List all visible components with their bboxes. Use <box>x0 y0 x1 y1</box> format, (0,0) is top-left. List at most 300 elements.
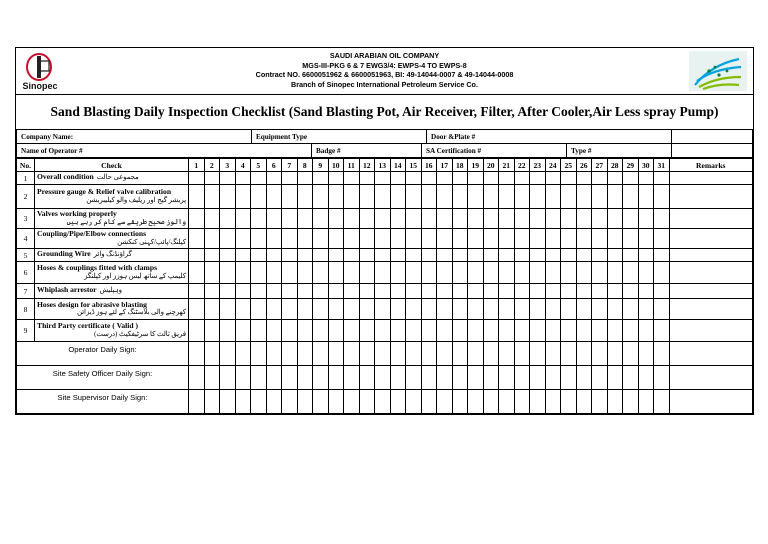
day-checkbox-cell[interactable] <box>452 320 468 342</box>
day-checkbox-cell[interactable] <box>297 229 313 249</box>
signature-day-cell[interactable] <box>437 366 453 390</box>
signature-day-cell[interactable] <box>592 342 608 366</box>
signature-day-cell[interactable] <box>638 390 654 414</box>
day-checkbox-cell[interactable] <box>282 249 298 262</box>
day-checkbox-cell[interactable] <box>344 262 360 284</box>
signature-day-cell[interactable] <box>406 342 422 366</box>
day-checkbox-cell[interactable] <box>592 284 608 299</box>
day-checkbox-cell[interactable] <box>282 284 298 299</box>
day-checkbox-cell[interactable] <box>344 299 360 320</box>
signature-day-cell[interactable] <box>545 390 561 414</box>
day-checkbox-cell[interactable] <box>452 185 468 209</box>
signature-day-cell[interactable] <box>499 342 515 366</box>
day-checkbox-cell[interactable] <box>623 320 639 342</box>
equipment-type-field[interactable]: Equipment Type <box>252 130 427 144</box>
day-checkbox-cell[interactable] <box>235 185 251 209</box>
day-checkbox-cell[interactable] <box>189 299 205 320</box>
day-checkbox-cell[interactable] <box>561 299 577 320</box>
remarks-cell[interactable] <box>669 185 753 209</box>
day-checkbox-cell[interactable] <box>390 249 406 262</box>
signature-day-cell[interactable] <box>654 342 670 366</box>
day-checkbox-cell[interactable] <box>499 262 515 284</box>
day-checkbox-cell[interactable] <box>437 229 453 249</box>
day-checkbox-cell[interactable] <box>189 185 205 209</box>
operator-name-field[interactable]: Name of Operator # <box>17 144 312 158</box>
day-checkbox-cell[interactable] <box>576 185 592 209</box>
day-checkbox-cell[interactable] <box>189 209 205 229</box>
signature-day-cell[interactable] <box>421 366 437 390</box>
signature-day-cell[interactable] <box>406 366 422 390</box>
day-checkbox-cell[interactable] <box>561 320 577 342</box>
day-checkbox-cell[interactable] <box>654 172 670 185</box>
day-checkbox-cell[interactable] <box>607 299 623 320</box>
day-checkbox-cell[interactable] <box>530 229 546 249</box>
day-checkbox-cell[interactable] <box>251 299 267 320</box>
day-checkbox-cell[interactable] <box>406 249 422 262</box>
day-checkbox-cell[interactable] <box>607 284 623 299</box>
day-checkbox-cell[interactable] <box>654 284 670 299</box>
day-checkbox-cell[interactable] <box>266 320 282 342</box>
signature-day-cell[interactable] <box>483 390 499 414</box>
day-checkbox-cell[interactable] <box>514 284 530 299</box>
signature-day-cell[interactable] <box>437 390 453 414</box>
day-checkbox-cell[interactable] <box>452 209 468 229</box>
signature-day-cell[interactable] <box>654 390 670 414</box>
day-checkbox-cell[interactable] <box>545 299 561 320</box>
day-checkbox-cell[interactable] <box>282 262 298 284</box>
day-checkbox-cell[interactable] <box>313 185 329 209</box>
badge-field[interactable]: Badge # <box>312 144 422 158</box>
signature-remarks-cell[interactable] <box>669 390 753 414</box>
day-checkbox-cell[interactable] <box>437 320 453 342</box>
day-checkbox-cell[interactable] <box>499 284 515 299</box>
signature-day-cell[interactable] <box>499 366 515 390</box>
day-checkbox-cell[interactable] <box>607 209 623 229</box>
day-checkbox-cell[interactable] <box>390 185 406 209</box>
day-checkbox-cell[interactable] <box>623 185 639 209</box>
signature-day-cell[interactable] <box>266 342 282 366</box>
day-checkbox-cell[interactable] <box>328 320 344 342</box>
day-checkbox-cell[interactable] <box>654 249 670 262</box>
signature-day-cell[interactable] <box>452 342 468 366</box>
day-checkbox-cell[interactable] <box>607 262 623 284</box>
day-checkbox-cell[interactable] <box>282 320 298 342</box>
day-checkbox-cell[interactable] <box>638 185 654 209</box>
day-checkbox-cell[interactable] <box>390 299 406 320</box>
day-checkbox-cell[interactable] <box>468 299 484 320</box>
day-checkbox-cell[interactable] <box>499 172 515 185</box>
day-checkbox-cell[interactable] <box>313 209 329 229</box>
day-checkbox-cell[interactable] <box>235 299 251 320</box>
day-checkbox-cell[interactable] <box>313 284 329 299</box>
day-checkbox-cell[interactable] <box>344 185 360 209</box>
day-checkbox-cell[interactable] <box>561 172 577 185</box>
day-checkbox-cell[interactable] <box>313 229 329 249</box>
signature-day-cell[interactable] <box>514 342 530 366</box>
day-checkbox-cell[interactable] <box>623 209 639 229</box>
day-checkbox-cell[interactable] <box>452 299 468 320</box>
signature-day-cell[interactable] <box>561 390 577 414</box>
remarks-cell[interactable] <box>669 320 753 342</box>
day-checkbox-cell[interactable] <box>452 229 468 249</box>
type-field[interactable]: Type # <box>567 144 672 158</box>
day-checkbox-cell[interactable] <box>530 249 546 262</box>
signature-day-cell[interactable] <box>452 390 468 414</box>
day-checkbox-cell[interactable] <box>607 320 623 342</box>
day-checkbox-cell[interactable] <box>638 172 654 185</box>
day-checkbox-cell[interactable] <box>623 299 639 320</box>
remarks-cell[interactable] <box>669 284 753 299</box>
day-checkbox-cell[interactable] <box>375 320 391 342</box>
day-checkbox-cell[interactable] <box>359 284 375 299</box>
signature-day-cell[interactable] <box>623 366 639 390</box>
day-checkbox-cell[interactable] <box>220 172 236 185</box>
day-checkbox-cell[interactable] <box>468 229 484 249</box>
day-checkbox-cell[interactable] <box>514 172 530 185</box>
day-checkbox-cell[interactable] <box>220 284 236 299</box>
day-checkbox-cell[interactable] <box>437 284 453 299</box>
day-checkbox-cell[interactable] <box>483 284 499 299</box>
day-checkbox-cell[interactable] <box>204 249 220 262</box>
day-checkbox-cell[interactable] <box>406 262 422 284</box>
day-checkbox-cell[interactable] <box>468 185 484 209</box>
day-checkbox-cell[interactable] <box>468 209 484 229</box>
day-checkbox-cell[interactable] <box>189 229 205 249</box>
signature-day-cell[interactable] <box>468 390 484 414</box>
day-checkbox-cell[interactable] <box>421 299 437 320</box>
day-checkbox-cell[interactable] <box>514 229 530 249</box>
signature-day-cell[interactable] <box>266 366 282 390</box>
signature-day-cell[interactable] <box>499 390 515 414</box>
day-checkbox-cell[interactable] <box>297 262 313 284</box>
signature-day-cell[interactable] <box>235 390 251 414</box>
day-checkbox-cell[interactable] <box>375 185 391 209</box>
day-checkbox-cell[interactable] <box>390 209 406 229</box>
signature-day-cell[interactable] <box>251 342 267 366</box>
day-checkbox-cell[interactable] <box>344 284 360 299</box>
signature-day-cell[interactable] <box>607 342 623 366</box>
day-checkbox-cell[interactable] <box>251 209 267 229</box>
signature-day-cell[interactable] <box>623 390 639 414</box>
day-checkbox-cell[interactable] <box>344 249 360 262</box>
signature-day-cell[interactable] <box>297 390 313 414</box>
day-checkbox-cell[interactable] <box>204 185 220 209</box>
day-checkbox-cell[interactable] <box>514 262 530 284</box>
signature-day-cell[interactable] <box>328 342 344 366</box>
signature-day-cell[interactable] <box>483 366 499 390</box>
day-checkbox-cell[interactable] <box>235 172 251 185</box>
day-checkbox-cell[interactable] <box>251 229 267 249</box>
remarks-cell[interactable] <box>669 209 753 229</box>
day-checkbox-cell[interactable] <box>530 299 546 320</box>
signature-day-cell[interactable] <box>359 390 375 414</box>
signature-day-cell[interactable] <box>204 342 220 366</box>
day-checkbox-cell[interactable] <box>530 284 546 299</box>
day-checkbox-cell[interactable] <box>235 320 251 342</box>
signature-day-cell[interactable] <box>421 390 437 414</box>
day-checkbox-cell[interactable] <box>514 299 530 320</box>
day-checkbox-cell[interactable] <box>251 320 267 342</box>
day-checkbox-cell[interactable] <box>375 262 391 284</box>
day-checkbox-cell[interactable] <box>545 249 561 262</box>
day-checkbox-cell[interactable] <box>406 172 422 185</box>
day-checkbox-cell[interactable] <box>282 185 298 209</box>
day-checkbox-cell[interactable] <box>406 229 422 249</box>
day-checkbox-cell[interactable] <box>220 209 236 229</box>
signature-day-cell[interactable] <box>406 390 422 414</box>
day-checkbox-cell[interactable] <box>452 262 468 284</box>
day-checkbox-cell[interactable] <box>390 172 406 185</box>
day-checkbox-cell[interactable] <box>623 284 639 299</box>
signature-day-cell[interactable] <box>654 366 670 390</box>
signature-day-cell[interactable] <box>530 342 546 366</box>
remarks-cell[interactable] <box>669 172 753 185</box>
day-checkbox-cell[interactable] <box>638 209 654 229</box>
signature-day-cell[interactable] <box>375 366 391 390</box>
day-checkbox-cell[interactable] <box>545 229 561 249</box>
day-checkbox-cell[interactable] <box>561 262 577 284</box>
day-checkbox-cell[interactable] <box>344 172 360 185</box>
day-checkbox-cell[interactable] <box>406 185 422 209</box>
day-checkbox-cell[interactable] <box>344 320 360 342</box>
day-checkbox-cell[interactable] <box>654 299 670 320</box>
day-checkbox-cell[interactable] <box>499 185 515 209</box>
day-checkbox-cell[interactable] <box>266 262 282 284</box>
day-checkbox-cell[interactable] <box>592 320 608 342</box>
signature-day-cell[interactable] <box>592 390 608 414</box>
day-checkbox-cell[interactable] <box>297 249 313 262</box>
signature-day-cell[interactable] <box>607 390 623 414</box>
day-checkbox-cell[interactable] <box>390 262 406 284</box>
day-checkbox-cell[interactable] <box>437 299 453 320</box>
day-checkbox-cell[interactable] <box>638 262 654 284</box>
day-checkbox-cell[interactable] <box>545 172 561 185</box>
signature-day-cell[interactable] <box>561 342 577 366</box>
signature-day-cell[interactable] <box>468 366 484 390</box>
day-checkbox-cell[interactable] <box>623 249 639 262</box>
signature-day-cell[interactable] <box>220 366 236 390</box>
remarks-cell[interactable] <box>669 262 753 284</box>
day-checkbox-cell[interactable] <box>220 185 236 209</box>
day-checkbox-cell[interactable] <box>406 209 422 229</box>
day-checkbox-cell[interactable] <box>390 284 406 299</box>
day-checkbox-cell[interactable] <box>204 284 220 299</box>
day-checkbox-cell[interactable] <box>421 284 437 299</box>
day-checkbox-cell[interactable] <box>359 229 375 249</box>
day-checkbox-cell[interactable] <box>437 249 453 262</box>
remarks-cell[interactable] <box>669 229 753 249</box>
day-checkbox-cell[interactable] <box>468 262 484 284</box>
signature-day-cell[interactable] <box>514 390 530 414</box>
day-checkbox-cell[interactable] <box>592 209 608 229</box>
signature-day-cell[interactable] <box>452 366 468 390</box>
day-checkbox-cell[interactable] <box>313 249 329 262</box>
day-checkbox-cell[interactable] <box>375 249 391 262</box>
day-checkbox-cell[interactable] <box>297 284 313 299</box>
day-checkbox-cell[interactable] <box>375 284 391 299</box>
day-checkbox-cell[interactable] <box>328 229 344 249</box>
day-checkbox-cell[interactable] <box>545 209 561 229</box>
day-checkbox-cell[interactable] <box>576 209 592 229</box>
signature-day-cell[interactable] <box>282 366 298 390</box>
day-checkbox-cell[interactable] <box>638 249 654 262</box>
day-checkbox-cell[interactable] <box>483 299 499 320</box>
day-checkbox-cell[interactable] <box>266 209 282 229</box>
day-checkbox-cell[interactable] <box>576 229 592 249</box>
day-checkbox-cell[interactable] <box>638 229 654 249</box>
day-checkbox-cell[interactable] <box>266 185 282 209</box>
day-checkbox-cell[interactable] <box>638 284 654 299</box>
day-checkbox-cell[interactable] <box>654 262 670 284</box>
day-checkbox-cell[interactable] <box>235 284 251 299</box>
day-checkbox-cell[interactable] <box>576 249 592 262</box>
day-checkbox-cell[interactable] <box>592 262 608 284</box>
signature-day-cell[interactable] <box>390 342 406 366</box>
day-checkbox-cell[interactable] <box>499 320 515 342</box>
day-checkbox-cell[interactable] <box>297 209 313 229</box>
signature-remarks-cell[interactable] <box>669 342 753 366</box>
day-checkbox-cell[interactable] <box>530 209 546 229</box>
day-checkbox-cell[interactable] <box>251 249 267 262</box>
day-checkbox-cell[interactable] <box>282 229 298 249</box>
day-checkbox-cell[interactable] <box>561 229 577 249</box>
signature-day-cell[interactable] <box>359 366 375 390</box>
day-checkbox-cell[interactable] <box>437 262 453 284</box>
day-checkbox-cell[interactable] <box>530 185 546 209</box>
day-checkbox-cell[interactable] <box>359 249 375 262</box>
signature-day-cell[interactable] <box>545 366 561 390</box>
day-checkbox-cell[interactable] <box>313 262 329 284</box>
signature-day-cell[interactable] <box>189 342 205 366</box>
day-checkbox-cell[interactable] <box>530 320 546 342</box>
day-checkbox-cell[interactable] <box>468 172 484 185</box>
day-checkbox-cell[interactable] <box>607 249 623 262</box>
day-checkbox-cell[interactable] <box>204 299 220 320</box>
signature-day-cell[interactable] <box>282 390 298 414</box>
signature-day-cell[interactable] <box>638 342 654 366</box>
day-checkbox-cell[interactable] <box>359 320 375 342</box>
day-checkbox-cell[interactable] <box>313 172 329 185</box>
day-checkbox-cell[interactable] <box>359 299 375 320</box>
day-checkbox-cell[interactable] <box>421 209 437 229</box>
day-checkbox-cell[interactable] <box>545 284 561 299</box>
signature-day-cell[interactable] <box>561 366 577 390</box>
day-checkbox-cell[interactable] <box>623 229 639 249</box>
signature-day-cell[interactable] <box>421 342 437 366</box>
signature-day-cell[interactable] <box>235 342 251 366</box>
day-checkbox-cell[interactable] <box>576 172 592 185</box>
day-checkbox-cell[interactable] <box>204 209 220 229</box>
remarks-cell[interactable] <box>669 299 753 320</box>
day-checkbox-cell[interactable] <box>359 262 375 284</box>
day-checkbox-cell[interactable] <box>282 299 298 320</box>
signature-day-cell[interactable] <box>623 342 639 366</box>
day-checkbox-cell[interactable] <box>623 172 639 185</box>
signature-day-cell[interactable] <box>437 342 453 366</box>
day-checkbox-cell[interactable] <box>189 262 205 284</box>
day-checkbox-cell[interactable] <box>545 320 561 342</box>
day-checkbox-cell[interactable] <box>220 229 236 249</box>
day-checkbox-cell[interactable] <box>189 284 205 299</box>
day-checkbox-cell[interactable] <box>514 320 530 342</box>
day-checkbox-cell[interactable] <box>545 262 561 284</box>
day-checkbox-cell[interactable] <box>204 229 220 249</box>
sa-certification-field[interactable]: SA Certification # <box>422 144 567 158</box>
day-checkbox-cell[interactable] <box>266 229 282 249</box>
door-plate-field[interactable]: Door &Plate # <box>427 130 672 144</box>
day-checkbox-cell[interactable] <box>607 229 623 249</box>
day-checkbox-cell[interactable] <box>561 284 577 299</box>
day-checkbox-cell[interactable] <box>576 284 592 299</box>
day-checkbox-cell[interactable] <box>390 320 406 342</box>
day-checkbox-cell[interactable] <box>375 229 391 249</box>
day-checkbox-cell[interactable] <box>406 320 422 342</box>
signature-day-cell[interactable] <box>344 366 360 390</box>
day-checkbox-cell[interactable] <box>468 320 484 342</box>
day-checkbox-cell[interactable] <box>654 320 670 342</box>
day-checkbox-cell[interactable] <box>452 249 468 262</box>
day-checkbox-cell[interactable] <box>421 172 437 185</box>
day-checkbox-cell[interactable] <box>328 185 344 209</box>
day-checkbox-cell[interactable] <box>514 209 530 229</box>
signature-day-cell[interactable] <box>328 366 344 390</box>
day-checkbox-cell[interactable] <box>452 284 468 299</box>
day-checkbox-cell[interactable] <box>654 185 670 209</box>
day-checkbox-cell[interactable] <box>638 320 654 342</box>
day-checkbox-cell[interactable] <box>297 320 313 342</box>
signature-day-cell[interactable] <box>189 366 205 390</box>
day-checkbox-cell[interactable] <box>282 209 298 229</box>
signature-day-cell[interactable] <box>328 390 344 414</box>
signature-day-cell[interactable] <box>576 390 592 414</box>
day-checkbox-cell[interactable] <box>235 229 251 249</box>
day-checkbox-cell[interactable] <box>437 185 453 209</box>
day-checkbox-cell[interactable] <box>266 299 282 320</box>
day-checkbox-cell[interactable] <box>251 185 267 209</box>
day-checkbox-cell[interactable] <box>220 320 236 342</box>
signature-day-cell[interactable] <box>313 342 329 366</box>
day-checkbox-cell[interactable] <box>406 284 422 299</box>
day-checkbox-cell[interactable] <box>220 299 236 320</box>
day-checkbox-cell[interactable] <box>437 209 453 229</box>
day-checkbox-cell[interactable] <box>561 209 577 229</box>
day-checkbox-cell[interactable] <box>406 299 422 320</box>
day-checkbox-cell[interactable] <box>499 299 515 320</box>
day-checkbox-cell[interactable] <box>576 299 592 320</box>
day-checkbox-cell[interactable] <box>483 229 499 249</box>
day-checkbox-cell[interactable] <box>328 249 344 262</box>
signature-day-cell[interactable] <box>530 366 546 390</box>
signature-day-cell[interactable] <box>220 342 236 366</box>
day-checkbox-cell[interactable] <box>189 249 205 262</box>
signature-day-cell[interactable] <box>204 366 220 390</box>
day-checkbox-cell[interactable] <box>251 172 267 185</box>
day-checkbox-cell[interactable] <box>421 249 437 262</box>
day-checkbox-cell[interactable] <box>592 229 608 249</box>
signature-day-cell[interactable] <box>390 366 406 390</box>
day-checkbox-cell[interactable] <box>328 284 344 299</box>
remarks-cell[interactable] <box>669 249 753 262</box>
signature-day-cell[interactable] <box>266 390 282 414</box>
signature-day-cell[interactable] <box>359 342 375 366</box>
day-checkbox-cell[interactable] <box>421 320 437 342</box>
signature-day-cell[interactable] <box>545 342 561 366</box>
day-checkbox-cell[interactable] <box>313 299 329 320</box>
day-checkbox-cell[interactable] <box>235 249 251 262</box>
signature-day-cell[interactable] <box>297 342 313 366</box>
day-checkbox-cell[interactable] <box>251 284 267 299</box>
day-checkbox-cell[interactable] <box>483 185 499 209</box>
